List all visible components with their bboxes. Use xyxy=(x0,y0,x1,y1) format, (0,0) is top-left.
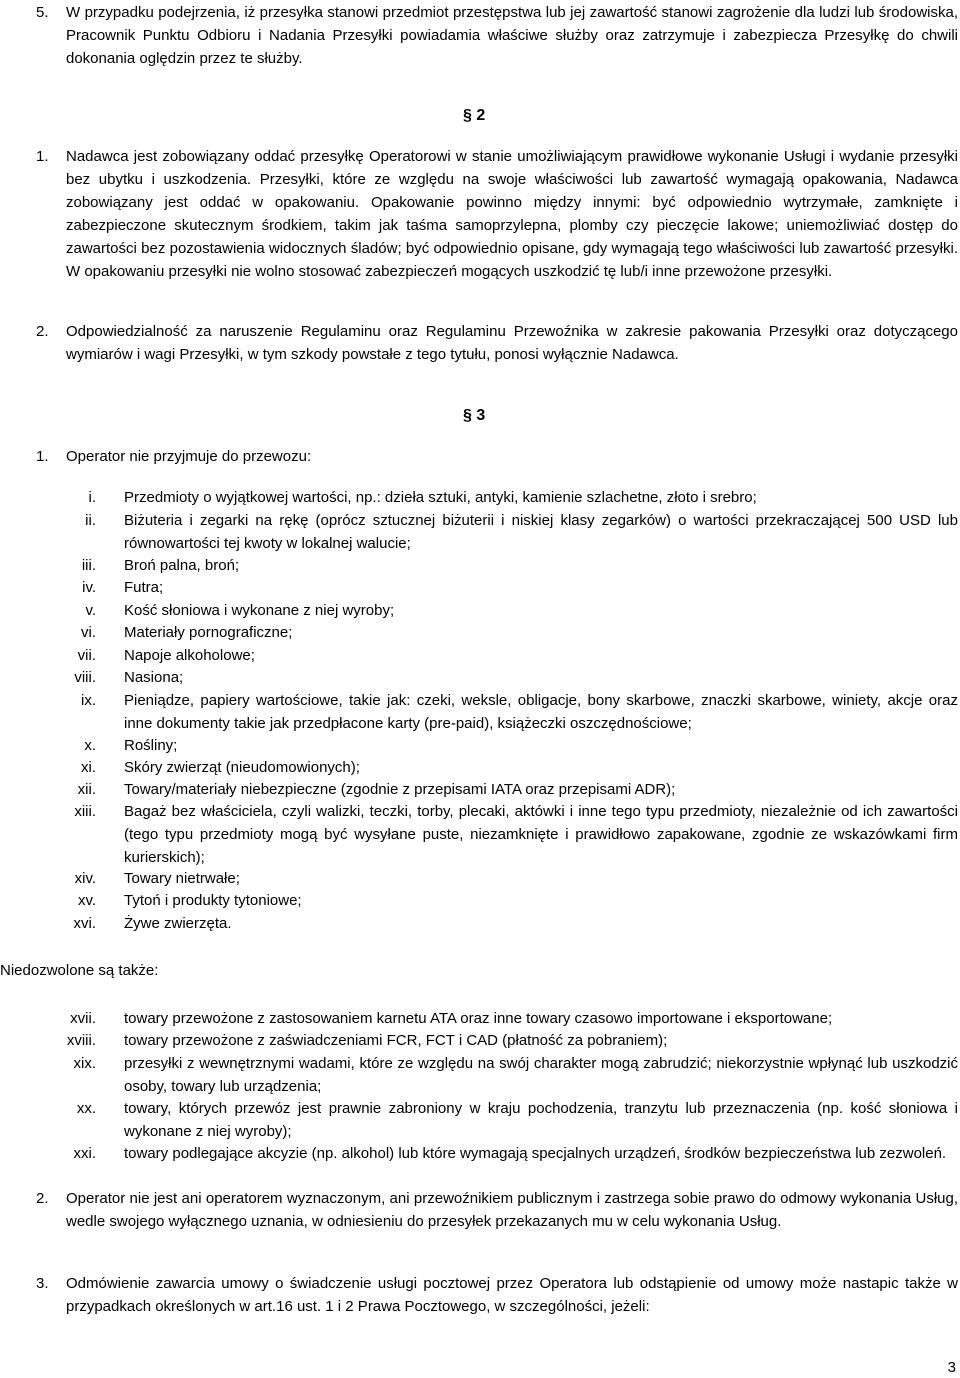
list-item xyxy=(0,889,960,912)
section2-item-1 xyxy=(0,145,960,283)
list-item xyxy=(0,554,960,577)
list-item-text: Pieniądze, papiery wartościowe, takie jak: czeki, weksle, obligacje, bony skarbowe, znaczki skarbowe, winiety, akcje oraz inne dokumenty takie jak przedpłacone karty (pre-paid), książeczki oszczędnościowe; xyxy=(124,692,958,732)
list-item xyxy=(0,1097,960,1143)
list-item-number: xiv. xyxy=(74,870,96,887)
list-item-text: Rośliny; xyxy=(124,737,178,754)
list-item xyxy=(0,509,960,555)
list-item-number: xviii. xyxy=(66,1032,96,1049)
list-item xyxy=(0,1007,960,1030)
list-item-number: xix. xyxy=(73,1055,96,1072)
item-number: 2. xyxy=(36,323,49,340)
list-item xyxy=(0,486,960,509)
list-item-text: towary podlegające akcyzie (np. alkohol) lub które wymagają specjalnych urządzeń, środków bezpieczeństwa lub zezwoleń. xyxy=(124,1145,947,1162)
list-item-number: vii. xyxy=(77,647,96,664)
list-item-text: towary, których przewóz jest prawnie zabroniony w kraju pochodzenia, tranzytu lub przeznaczenia (np. kość słoniowa i wykonane z niej wyroby); xyxy=(124,1100,958,1140)
list-item-number: ix. xyxy=(81,692,96,709)
section-heading-2: § 2 xyxy=(463,107,486,124)
list-item-text: Kość słoniowa i wykonane z niej wyroby; xyxy=(124,602,395,619)
list-item-number: xv. xyxy=(77,892,96,909)
list-item-number: xvi. xyxy=(73,915,96,932)
list-item-number: xvii. xyxy=(70,1010,96,1027)
section3-item-2 xyxy=(0,1187,960,1233)
list-item-number: vi. xyxy=(81,624,96,641)
list-item-text: Towary/materiały niebezpieczne (zgodnie z przepisami IATA oraz przepisami ADR); xyxy=(124,781,676,798)
item-text: Odpowiedzialność za naruszenie Regulaminu oraz Regulaminu Przewoźnika w zakresie pakowania Przesyłki oraz dotyczącego wymiarów i wagi Przesyłki, w tym szkody powstałe z tego tytułu, ponosi wyłącznie Nadawca. xyxy=(66,323,958,363)
section2-item-2 xyxy=(0,320,960,366)
list-item xyxy=(0,800,960,869)
list-item-number: xxi. xyxy=(73,1145,96,1162)
item-text: Operator nie jest ani operatorem wyznaczonym, ani przewoźnikiem publicznym i zastrzega sobie prawo do odmowy wykonania Usług, wedle swojego wyłącznego uznania, w odniesieniu do przesyłek przekazanych mu w celu wykonania Usług. xyxy=(66,1190,958,1230)
list-item-number: xiii. xyxy=(74,803,96,820)
list-item xyxy=(0,576,960,599)
list-item-number: xx. xyxy=(76,1100,96,1117)
list-item-text: Tytoń i produkty tytoniowe; xyxy=(124,892,302,909)
section3-item-3 xyxy=(0,1272,960,1318)
paragraph-number: 5. xyxy=(36,4,49,21)
list-item-number: i. xyxy=(88,489,96,506)
list-item xyxy=(0,778,960,801)
list-item-number: xi. xyxy=(81,759,96,776)
item-number: 3. xyxy=(36,1275,49,1292)
list-item-number: ii. xyxy=(85,512,96,529)
list-item-text: Biżuteria i zegarki na rękę (oprócz sztucznej biżuterii i niskiej klasy zegarków) o wartości przekraczającej 500 USD lub równowartości tej kwoty w lokalnej walucie; xyxy=(124,512,958,552)
list-item-text: towary przewożone z zastosowaniem karnetu ATA oraz inne towary czasowo importowane i eksportowane; xyxy=(124,1010,833,1027)
list-item xyxy=(0,666,960,689)
list-item-text: Skóry zwierząt (nieudomowionych); xyxy=(124,759,360,776)
item-text: Odmówienie zawarcia umowy o świadczenie usługi pocztowej przez Operatora lub odstąpienie od umowy może nastapic także w przypadkach określonych w art.16 ust. 1 i 2 Prawa Pocztowego, w szczególności, jeżeli: xyxy=(66,1275,958,1315)
item-number: 1. xyxy=(36,448,49,465)
item-text: Operator nie przyjmuje do przewozu: xyxy=(66,448,312,465)
item-text: Nadawca jest zobowiązany oddać przesyłkę Operatorowi w stanie umożliwiającym prawidłowe wykonanie Usługi i wydanie przesyłki bez ubytku i uszkodzenia. Przesyłki, które ze względu na swoje właściwości lub zawartość wymagają opakowania, Nadawca zobowiązany jest oddać w opakowaniu. Opakowanie powinno między innymi: być odpowiednio wytrzymałe, zamknięte i zabezpieczone skutecznym środkiem, takim jak taśma samoprzylepna, plomby czy pieczęcie lakowe; uniemożliwiać dostęp do zawartości bez pozostawienia widocznych śladów; być odpowiednio opisane, gdy wymagają tego właściwości lub zawartość przesyłki. W opakowaniu przesyłki nie wolno stosować zabezpieczeń mogących uszkodzić tę lub/i inne przewożone przesyłki. xyxy=(66,148,958,280)
list-item-text: Broń palna, broń; xyxy=(124,557,240,574)
list-item-number: v. xyxy=(85,602,96,619)
also-prohibited-label: Niedozwolone są także: xyxy=(0,962,159,979)
list-item xyxy=(0,644,960,667)
list-item-text: Bagaż bez właściciela, czyli walizki, teczki, torby, plecaki, aktówki i inne tego typu przedmioty, niezależnie od ich zawartości (tego typu przedmioty mogą być wysyłane puste, niezamknięte i prawidłowo zapakowane, zgodnie ze wskazówkami firm kurierskich); xyxy=(124,803,958,866)
page-number: 3 xyxy=(947,1359,956,1376)
item-number: 1. xyxy=(36,148,49,165)
list-item xyxy=(0,1029,960,1052)
list-item-text: Nasiona; xyxy=(124,669,184,686)
list-item-text: Żywe zwierzęta. xyxy=(124,915,232,932)
list-item xyxy=(0,867,960,890)
list-item xyxy=(0,689,960,735)
paragraph-5 xyxy=(0,1,960,70)
list-item xyxy=(0,621,960,644)
list-item-text: Napoje alkoholowe; xyxy=(124,647,255,664)
list-item xyxy=(0,912,960,935)
list-item-text: towary przewożone z zaświadczeniami FCR, FCT i CAD (płatność za pobraniem); xyxy=(124,1032,668,1049)
list-item xyxy=(0,756,960,779)
list-item-number: xii. xyxy=(77,781,96,798)
list-item xyxy=(0,1142,960,1165)
list-item-text: Przedmioty o wyjątkowej wartości, np.: dzieła sztuki, antyki, kamienie szlachetne, złoto i srebro; xyxy=(124,489,757,506)
item-number: 2. xyxy=(36,1190,49,1207)
paragraph-text: W przypadku podejrzenia, iż przesyłka stanowi przedmiot przestępstwa lub jej zawartość stanowi zagrożenie dla ludzi lub środowiska, Pracownik Punktu Odbioru i Nadania Przesyłki powiadamia właściwe służby oraz zatrzymuje i zabezpiecza Przesyłkę do chwili dokonania oględzin przez te służby. xyxy=(66,4,958,67)
list-item-number: iv. xyxy=(82,579,96,596)
list-item-text: Materiały pornograficzne; xyxy=(124,624,293,641)
list-item xyxy=(0,1052,960,1098)
list-item-text: Futra; xyxy=(124,579,164,596)
section3-item-1 xyxy=(0,445,960,468)
list-item xyxy=(0,734,960,757)
section-heading-3: § 3 xyxy=(463,407,486,424)
list-item-text: przesyłki z wewnętrznymi wadami, które ze względu na swój charakter mogą zabrudzić; niekorzystnie wpłynąć lub uszkodzić osoby, towary lub urządzenia; xyxy=(124,1055,958,1095)
list-item-number: iii. xyxy=(81,557,96,574)
list-item-text: Towary nietrwałe; xyxy=(124,870,240,887)
list-item-number: x. xyxy=(84,737,96,754)
list-item-number: viii. xyxy=(74,669,96,686)
list-item xyxy=(0,599,960,622)
